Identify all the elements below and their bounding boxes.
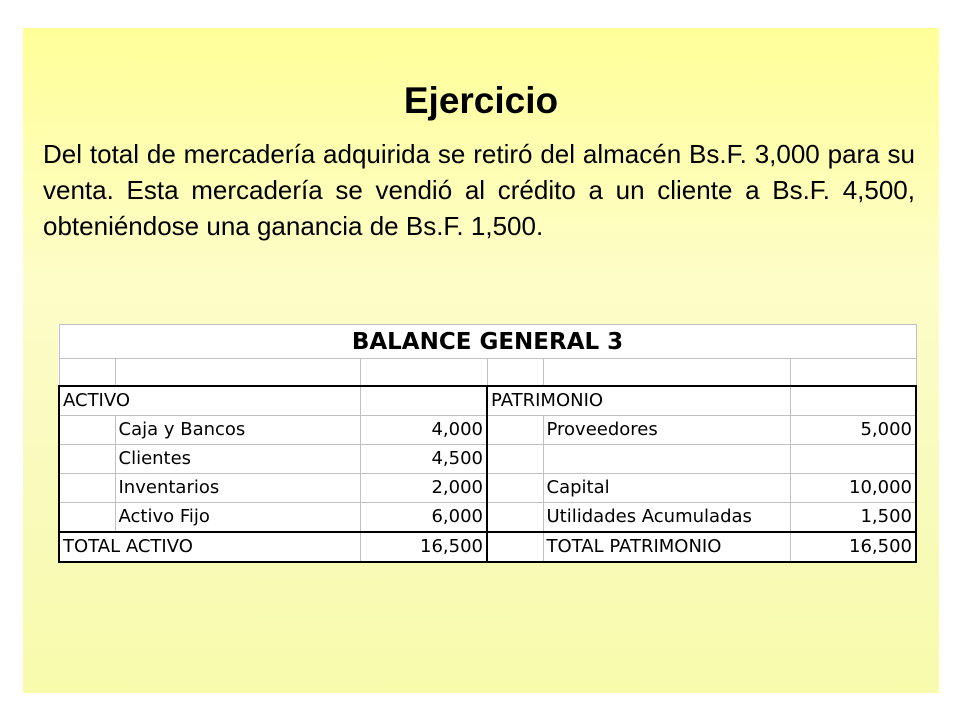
- asset-value: 6,000: [360, 503, 487, 533]
- asset-label: Caja y Bancos: [115, 416, 360, 445]
- empty-cell: [487, 445, 543, 474]
- empty-cell: [543, 359, 790, 387]
- slide-background: [23, 28, 939, 693]
- empty-cell: [487, 359, 543, 387]
- empty-cell: [59, 503, 115, 533]
- total-patrimonio-value: 16,500: [790, 532, 916, 562]
- section-header-row: [59, 386, 916, 416]
- balance-heading: BALANCE GENERAL 3: [59, 325, 916, 359]
- liability-label: Capital: [543, 474, 790, 503]
- asset-label: Inventarios: [115, 474, 360, 503]
- patrimonio-header: PATRIMONIO: [487, 386, 790, 416]
- liability-label: Proveedores: [543, 416, 790, 445]
- empty-cell: [487, 416, 543, 445]
- asset-value: 4,000: [360, 416, 487, 445]
- empty-cell: [487, 503, 543, 533]
- empty-cell: [487, 474, 543, 503]
- liability-value: 10,000: [790, 474, 916, 503]
- total-activo-label: TOTAL ACTIVO: [59, 532, 360, 562]
- balance-sheet-table: [58, 324, 917, 563]
- table-row: [59, 474, 916, 503]
- empty-cell: [487, 532, 543, 562]
- table-row: [59, 503, 916, 533]
- empty-cell: [59, 416, 115, 445]
- activo-header: ACTIVO: [59, 386, 360, 416]
- empty-cell: [59, 359, 115, 387]
- liability-value: 5,000: [790, 416, 916, 445]
- empty-cell: [790, 386, 916, 416]
- liability-value: 1,500: [790, 503, 916, 533]
- liability-label: Utilidades Acumuladas: [543, 503, 790, 533]
- total-patrimonio-label: TOTAL PATRIMONIO: [543, 532, 790, 562]
- exercise-text: Del total de mercadería adquirida se retiró del almacén Bs.F. 3,000 para su venta. Esta mercadería se vendió al crédito a un cliente a Bs.F. 4,500, obteniéndose una ganancia de Bs.F. 1,500.: [43, 139, 915, 241]
- empty-cell: [360, 359, 487, 387]
- empty-cell: [59, 474, 115, 503]
- empty-cell: [790, 359, 916, 387]
- totals-row: [59, 532, 916, 562]
- liability-value: [790, 445, 916, 474]
- table-row: [59, 416, 916, 445]
- table-row: [59, 445, 916, 474]
- liability-label: [543, 445, 790, 474]
- asset-value: 2,000: [360, 474, 487, 503]
- asset-label: Clientes: [115, 445, 360, 474]
- asset-label: Activo Fijo: [115, 503, 360, 533]
- empty-cell: [360, 386, 487, 416]
- slide-title: Ejercicio: [403, 80, 559, 121]
- empty-cell: [115, 359, 360, 387]
- total-activo-value: 16,500: [360, 532, 487, 562]
- table-title-row: [59, 325, 916, 359]
- empty-cell: [59, 445, 115, 474]
- table-spacer-row: [59, 359, 916, 387]
- asset-value: 4,500: [360, 445, 487, 474]
